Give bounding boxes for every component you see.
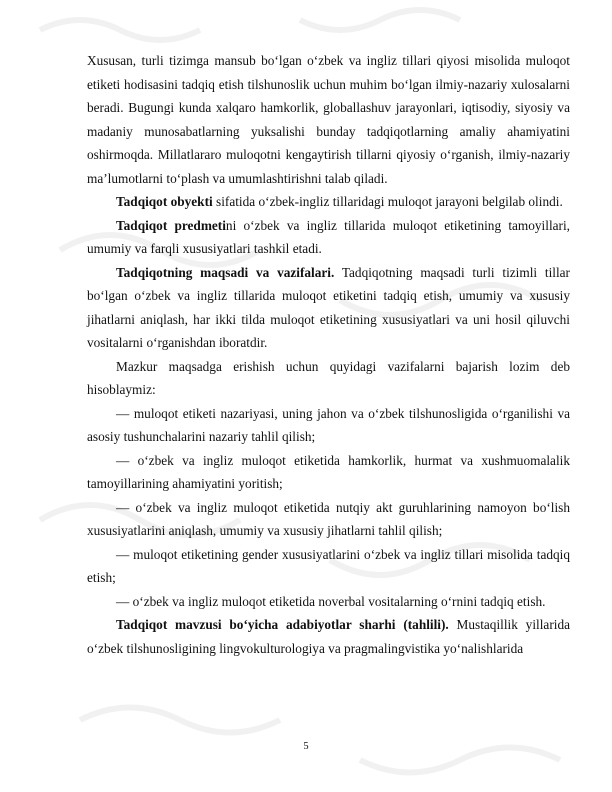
list-item bbox=[87, 496, 570, 543]
list-item-text: — muloqot etiketining gender xususiyatlarini o‘zbek va ingliz tillari misolida tadqiq etish; bbox=[87, 546, 570, 585]
paragraph-research-subject bbox=[87, 214, 570, 261]
paragraph-tasks-intro bbox=[87, 355, 570, 402]
paragraph-research-object bbox=[87, 190, 570, 214]
list-item-text: — o‘zbek va ingliz muloqot etiketida nutqiy akt guruhlarining namoyon bo‘lish xususiyatlarini aniqlash, umumiy va xususiy jihatlarni tahlil qilish; bbox=[87, 499, 570, 538]
bold-heading: Tadqiqot mavzusi bo‘yicha adabiyotlar sharhi (tahlili). bbox=[116, 617, 449, 632]
paragraph-literature-review bbox=[87, 613, 570, 660]
paragraph-text: Mazkur maqsadga erishish uchun quyidagi vazifalarni bajarish lozim deb hisoblaymiz: bbox=[87, 358, 570, 397]
list-item bbox=[87, 402, 570, 449]
list-item-text: — muloqot etiketi nazariyasi, uning jahon va o‘zbek tilshunosligida o‘rganilishi va asosiy tushunchalarini nazariy tahlil qilish; bbox=[87, 405, 570, 444]
paragraph-text: ni o‘zbek va ingliz tillarida muloqot etiketining tamoyillari, umumiy va farqli xususiyatlari tashkil etadi. bbox=[87, 217, 570, 256]
paragraph-text: sifatida o‘zbek-ingliz tillaridagi muloqot jarayoni belgilab olindi. bbox=[212, 194, 563, 209]
body-text bbox=[87, 49, 570, 660]
bold-heading: Tadqiqotning maqsadi va vazifalari. bbox=[116, 264, 335, 280]
list-item-text: — o‘zbek va ingliz muloqot etiketida hamkorlik, hurmat va xushmuomalalik tamoyillarining ahamiyatini yoritish; bbox=[87, 452, 570, 491]
bold-heading: Tadqiqot predmeti bbox=[116, 217, 226, 233]
paragraph-intro bbox=[87, 49, 570, 190]
page-number: 5 bbox=[303, 741, 309, 752]
paragraph-text: Mustaqillik yillarida o‘zbek tilshunosligining lingvokulturologiya va pragmalingvistika yo‘nalishlarida bbox=[87, 617, 570, 656]
paragraph-research-goal bbox=[87, 261, 570, 355]
list-item bbox=[87, 590, 570, 614]
list-item bbox=[87, 543, 570, 590]
paragraph-text: Tadqiqotning maqsadi turli tizimli tillar bo‘lgan o‘zbek va ingliz tillarida muloqot etiketini tadqiq etish, umumiy va xususiy jihatlarni aniqlash, har ikki tilda muloqot etiketining xususiyatlari va uni hosil qiluvchi vositalarni o‘rganishdan iboratdir. bbox=[87, 264, 570, 350]
list-item bbox=[87, 449, 570, 496]
paragraph-text: Xususan, turli tizimga mansub bo‘lgan o‘zbek va ingliz tillari qiyosi misolida muloqot etiketi hodisasini tadqiq etish tilshunoslik uchun muhim bo‘lgan ilmiy-nazariy xulosalarni beradi. Bugungi kunda xalqaro hamkorlik, globallashuv jarayonlari, iqtisodiy, siyosiy va madaniy munosabatlarning yuksalishi bunday tadqiqotlarning amaliy ahamiyatini oshirmoqda. Millatlararo muloqotni kengaytirish tillarni qiyosiy o‘rganish, ilmiy-nazariy ma’lumotlarni to‘plash va umumlashtirishni talab qiladi. bbox=[87, 53, 570, 186]
list-item-text: — o‘zbek va ingliz muloqot etiketida noverbal vositalarning o‘rnini tadqiq etish. bbox=[116, 593, 546, 609]
bold-heading: Tadqiqot obyekti bbox=[116, 194, 213, 209]
